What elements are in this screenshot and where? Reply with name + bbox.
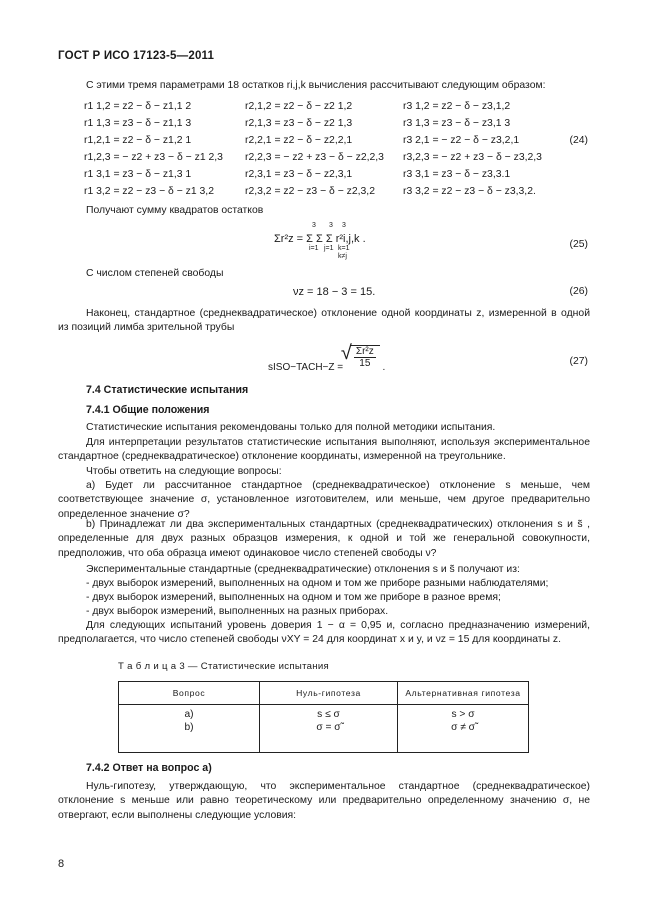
- limit-lower: k=1: [338, 245, 350, 252]
- intro-paragraph: С этими тремя параметрами 18 остатков ri,j,k вычисления рассчитывают следующим образом:: [86, 80, 546, 91]
- equation-number: (27): [569, 356, 588, 367]
- paragraph: Чтобы ответить на следующие вопросы:: [86, 466, 282, 477]
- limit-upper: 3: [342, 222, 346, 229]
- paragraph: Экспериментальные стандартные (среднеквадратические) отклонения s и s̃ получают из:: [86, 564, 520, 575]
- limit-upper: 3: [312, 222, 316, 229]
- residual-eq: r3,2,3 = − z2 + z3 − δ − z3,2,3: [403, 152, 542, 163]
- paragraph: Статистические испытания рекомендованы только для полной методики испытания.: [86, 422, 496, 433]
- residual-eq: r3 3,2 = z2 − z3 − δ − z3,3,2.: [403, 186, 536, 197]
- equation-number: (24): [569, 135, 588, 146]
- sum-of-squares-formula: Σr²z = Σ Σ Σ r²i,j,k .: [274, 233, 366, 245]
- list-item: - двух выборок измерений, выполненных на разных приборах.: [86, 606, 389, 617]
- residual-eq: r1 1,3 = z3 − δ − z1,1 3: [84, 118, 192, 129]
- document-header: ГОСТ Р ИСО 17123-5—2011: [58, 50, 215, 62]
- limit-lower: j=1: [324, 245, 334, 252]
- paragraph: С числом степеней свободы: [86, 268, 224, 279]
- limit-lower: i=1: [309, 245, 319, 252]
- table-header-cell: Альтернативная гипотеза: [398, 682, 529, 705]
- subsection-heading: 7.4.1 Общие положения: [86, 404, 210, 416]
- residual-eq: r1,2,3 = − z2 + z3 − δ − z1 2,3: [84, 152, 223, 163]
- equation-number: (25): [569, 239, 588, 250]
- residual-eq: r2,2,3 = − z2 + z3 − δ − z2,2,3: [245, 152, 384, 163]
- equation-26: νz = 18 − 3 = 15.: [293, 286, 376, 298]
- residual-eq: r1 3,1 = z3 − δ − z1,3 1: [84, 169, 192, 180]
- std-lhs: sISO−TACH−Z =: [268, 362, 344, 374]
- table-cell-null: s ≤ σ σ = σ̃: [260, 705, 398, 753]
- limit-upper: 3: [329, 222, 333, 229]
- residual-eq: r3 1,3 = z3 − δ − z3,1 3: [403, 118, 511, 129]
- residual-eq: r3 1,2 = z2 − δ − z3,1,2: [403, 101, 511, 112]
- residual-eq: r1,2,1 = z2 − δ − z1,2 1: [84, 135, 192, 146]
- paragraph: Наконец, стандартное (среднеквадратическое) отклонение одной координаты z, измеренной в одной из позиций лимба зрительной трубы: [58, 308, 590, 334]
- paragraph: Нуль-гипотезу, утверждающую, что экспериментальное стандартное (среднеквадратическое) отклонение s меньше или равно теоретическому или предварительно определенному значению σ, не отвергают, если выполнены следующие условия:: [58, 781, 590, 821]
- paragraph: Получают сумму квадратов остатков: [86, 205, 264, 216]
- question-b: b) Принадлежат ли два экспериментальных стандартных (среднеквадратических) отклонения s и s̃ , определенные для двух разных образцов измерения, к одной и той же генеральной совокупности, предположив, что оба образца имеют одинаковое число степеней свободы ν?: [58, 519, 590, 559]
- list-item: - двух выборок измерений, выполненных на одном и том же приборе разными наблюдателями;: [86, 578, 549, 589]
- paragraph: Для интерпретации результатов статистические испытания выполняют, используя экспериментальное стандартное (среднеквадратическое) отклонение координаты, измеренной на треугольнике.: [58, 437, 590, 463]
- sqrt-radicand: [340, 342, 380, 369]
- statistical-tests-table: [118, 681, 529, 753]
- fraction-denominator: 15: [359, 358, 371, 369]
- fraction: [354, 346, 376, 369]
- table-header-cell: Нуль-гипотеза: [260, 682, 398, 705]
- sqrt-sign: √: [340, 342, 352, 364]
- residual-eq: r2,3,1 = z3 − δ − z2,3,1: [245, 169, 353, 180]
- equation-25: [250, 222, 470, 262]
- residual-eq: r2,3,2 = z2 − z3 − δ − z2,3,2: [245, 186, 375, 197]
- table-header-cell: Вопрос: [119, 682, 260, 705]
- list-item: - двух выборок измерений, выполненных на одном и том же приборе в разное время;: [86, 592, 501, 603]
- table-caption: Т а б л и ц а 3 — Статистические испытания: [118, 661, 330, 672]
- residual-eq: r3 2,1 = − z2 − δ − z3,2,1: [403, 135, 520, 146]
- subsection-heading: 7.4.2 Ответ на вопрос а): [86, 762, 212, 774]
- equation-27: [268, 342, 386, 377]
- equation-number: (26): [569, 286, 588, 297]
- residual-eq: r1 1,2 = z2 − δ − z1,1 2: [84, 101, 192, 112]
- residual-eq: r2,1,2 = z2 − δ − z2 1,2: [245, 101, 353, 112]
- limit-condition: k≠j: [338, 253, 347, 260]
- table-cell-alt: s > σ σ ≠ σ̃: [398, 705, 529, 753]
- equation-period: .: [382, 362, 386, 374]
- residual-eq: r1 3,2 = z2 − z3 − δ − z1 3,2: [84, 186, 214, 197]
- question-a: а) Будет ли рассчитанное стандартное (среднеквадратическое) отклонение s меньше, чем соответствующее значение σ, установленное изготовителем, или меньше, чем другое предварительно определенное значение σ?: [58, 480, 590, 520]
- residual-eq: r3 3,1 = z3 − δ − z3,3.1: [403, 169, 511, 180]
- residual-eq: r2,2,1 = z2 − δ − z2,2,1: [245, 135, 353, 146]
- table-cell-question: а) b): [119, 705, 260, 753]
- fraction-numerator: Σr²z: [355, 346, 374, 357]
- paragraph: Для следующих испытаний уровень доверия 1 − α = 0,95 и, согласно предназначению измерений, предполагается, что число степеней свободы νXY = 24 для координат x и y, и νz = 15 для координаты z.: [58, 620, 590, 646]
- section-heading: 7.4 Статистические испытания: [86, 384, 249, 396]
- page-number: 8: [58, 858, 65, 870]
- residual-eq: r2,1,3 = z3 − δ − z2 1,3: [245, 118, 353, 129]
